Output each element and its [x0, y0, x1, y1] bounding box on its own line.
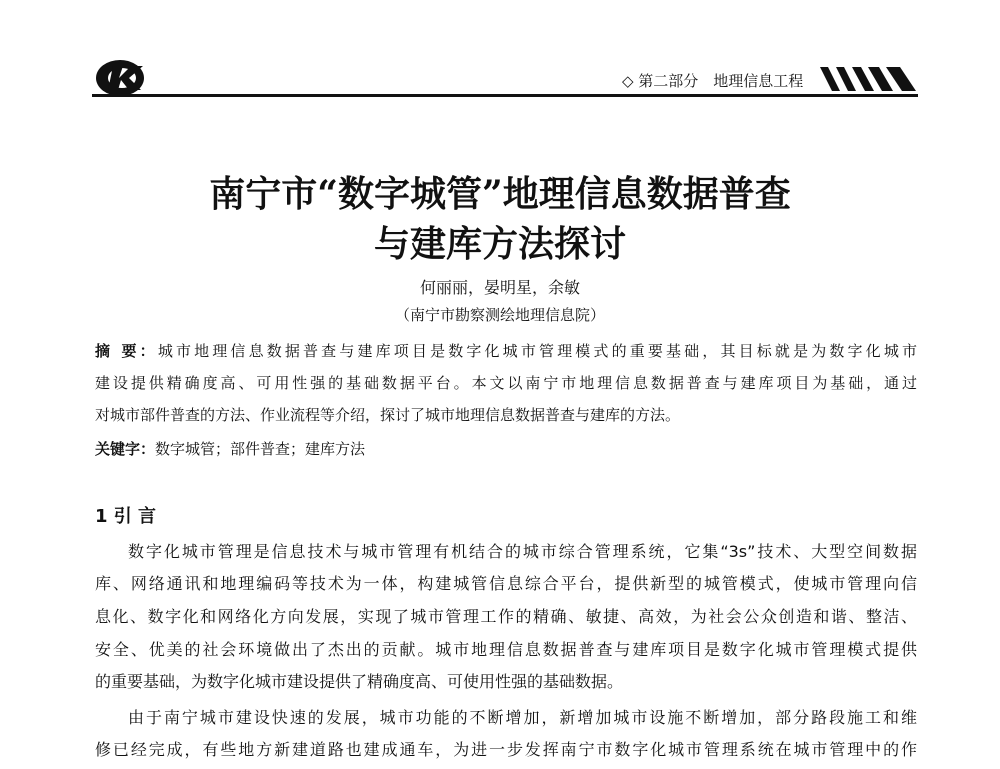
body-line: 的重要基础，为数字化城市建设提供了精确度高、可使用性强的基础数据。 — [95, 672, 624, 691]
abstract-text-1: 城市地理信息数据普查与建库项目是数字化城市管理模式的重要基础，其目标就是为数字化城市 — [157, 342, 917, 360]
page-header — [0, 0, 1000, 110]
affiliation: （南宁市勘察测绘地理信息院） — [394, 306, 605, 324]
journal-logo-icon — [93, 58, 151, 98]
body-line: 库、网络通讯和地理编码等技术为一体，构建城管信息综合平台，提供新型的城管模式，使城市管理向信 — [95, 574, 917, 593]
keywords — [95, 438, 917, 459]
keywords-text: 数字城管；部件普查；建库方法 — [155, 440, 366, 458]
body-line: 息化、数字化和网络化方向发展，实现了城市管理工作的精确、敏捷、高效，为社会公众创造和谐、整洁、 — [95, 607, 917, 626]
header-rule — [92, 94, 918, 97]
abstract-line-2: 建设提供精确度高、可用性强的基础数据平台。本文以南宁市地理信息数据普查与建库项目为基础，通过 — [95, 374, 917, 392]
body-line: 安全、优美的社会环境做出了杰出的贡献。城市地理信息数据普查与建库项目是数字化城市管理模式提供 — [95, 640, 917, 659]
decorative-hatch-icon — [818, 65, 918, 93]
body-line: 数字化城市管理是信息技术与城市管理有机结合的城市综合管理系统，它集“3s”技术、大型空间数据 — [128, 542, 917, 561]
keywords-label: 关键字： — [95, 440, 156, 458]
authors: 何丽丽，晏明星，余敏 — [419, 278, 580, 297]
abstract-line-3: 对城市部件普查的方法、作业流程等介绍，探讨了城市地理信息数据普查与建库的方法。 — [95, 406, 681, 424]
paper-title-line-2: 与建库方法探讨 — [373, 223, 626, 265]
body-line: 由于南宁城市建设快速的发展，城市功能的不断增加，新增加城市设施不断增加，部分路段施工和维 — [128, 708, 917, 727]
abstract-label: 摘 要： — [95, 342, 158, 360]
section-label: ◇ 第二部分 地理信息工程 — [622, 72, 804, 90]
section-heading: 1 引 言 — [95, 506, 157, 527]
abstract-line-1 — [95, 340, 917, 361]
body-line: 修已经完成，有些地方新建道路也建成通车，为进一步发挥南宁市数字化城市管理系统在城市管理中的作 — [95, 740, 917, 759]
paper-title-line-1: 南宁市“数字城管”地理信息数据普查 — [209, 173, 791, 215]
